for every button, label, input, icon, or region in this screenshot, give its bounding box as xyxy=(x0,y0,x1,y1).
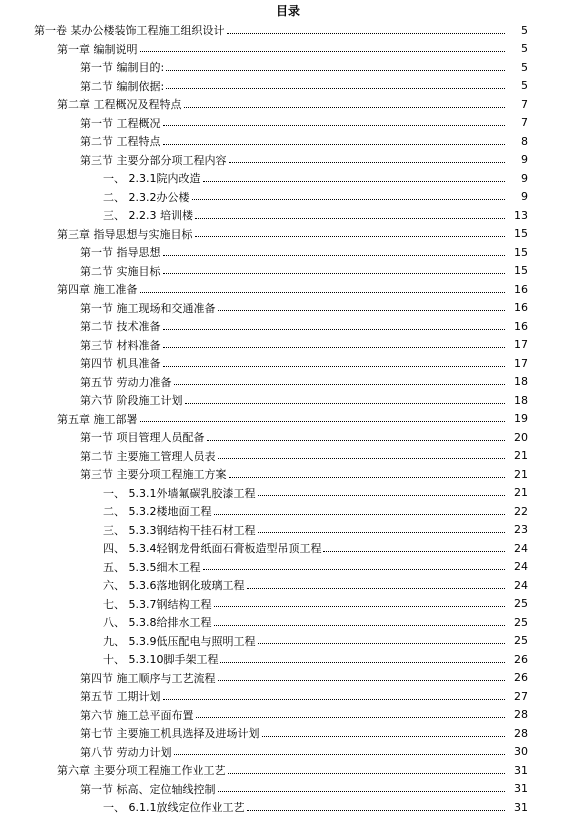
toc-entry[interactable] xyxy=(0,77,576,96)
dot-leader xyxy=(207,440,506,441)
toc-entry[interactable] xyxy=(0,706,576,725)
toc-entry-page-number: 31 xyxy=(514,782,528,796)
dot-leader xyxy=(195,236,506,237)
toc-entry-label: 第六节 施工总平面布置 xyxy=(80,708,194,722)
toc-entry-page-number: 25 xyxy=(514,615,528,629)
toc-entry-label: 第七节 主要施工机具选择及进场计划 xyxy=(80,727,260,741)
dot-leader xyxy=(163,329,506,330)
toc-entry[interactable] xyxy=(0,317,576,336)
toc-entry-label: 第四章 施工准备 xyxy=(57,283,138,297)
dot-leader xyxy=(196,717,506,718)
toc-entry[interactable] xyxy=(0,114,576,133)
toc-entry-label: 一、 5.3.1外墙氟碳乳胶漆工程 xyxy=(103,486,256,500)
dot-leader xyxy=(258,532,506,533)
toc-entry[interactable] xyxy=(0,21,576,40)
toc-entry[interactable] xyxy=(0,262,576,281)
toc-entry-page-number: 31 xyxy=(514,800,528,814)
toc-entry[interactable] xyxy=(0,576,576,595)
toc-entry[interactable] xyxy=(0,687,576,706)
toc-entry-label: 第三节 材料准备 xyxy=(80,338,161,352)
table-of-contents xyxy=(0,21,576,817)
dot-leader xyxy=(214,514,506,515)
toc-entry-label: 第四节 机具准备 xyxy=(80,357,161,371)
dot-leader xyxy=(163,366,506,367)
toc-entry-page-number: 17 xyxy=(514,356,528,370)
toc-entry-page-number: 7 xyxy=(521,116,528,130)
toc-entry[interactable] xyxy=(0,206,576,225)
toc-entry[interactable] xyxy=(0,280,576,299)
toc-entry[interactable] xyxy=(0,225,576,244)
dot-leader xyxy=(163,347,506,348)
toc-entry-label: 第五节 工期计划 xyxy=(80,690,161,704)
dot-leader xyxy=(229,162,506,163)
toc-entry-page-number: 5 xyxy=(521,79,528,93)
dot-leader xyxy=(262,736,506,737)
toc-entry[interactable] xyxy=(0,132,576,151)
toc-entry-page-number: 30 xyxy=(514,745,528,759)
dot-leader xyxy=(140,421,506,422)
toc-entry-label: 第一节 施工现场和交通准备 xyxy=(80,301,216,315)
dot-leader xyxy=(218,458,506,459)
toc-entry-label: 第二章 工程概况及程特点 xyxy=(57,98,182,112)
toc-entry[interactable] xyxy=(0,188,576,207)
toc-entry-page-number: 24 xyxy=(514,578,528,592)
toc-entry-label: 第一节 工程概况 xyxy=(80,116,161,130)
toc-entry-label: 七、 5.3.7钢结构工程 xyxy=(103,597,212,611)
dot-leader xyxy=(247,810,506,811)
toc-entry-page-number: 28 xyxy=(514,708,528,722)
toc-entry-label: 三、 5.3.3钢结构干挂石材工程 xyxy=(103,523,256,537)
toc-entry[interactable] xyxy=(0,521,576,540)
toc-entry-label: 六、 5.3.6落地钢化玻璃工程 xyxy=(103,579,245,593)
toc-entry-page-number: 31 xyxy=(514,763,528,777)
toc-entry-label: 九、 5.3.9低压配电与照明工程 xyxy=(103,634,256,648)
toc-entry-page-number: 18 xyxy=(514,393,528,407)
dot-leader xyxy=(166,88,505,89)
toc-entry-page-number: 15 xyxy=(514,264,528,278)
dot-leader xyxy=(163,699,506,700)
toc-entry-label: 第二节 工程特点 xyxy=(80,135,161,149)
dot-leader xyxy=(140,51,506,52)
toc-entry-label: 八、 5.3.8给排水工程 xyxy=(103,616,212,630)
dot-leader xyxy=(258,495,506,496)
toc-entry-page-number: 9 xyxy=(521,190,528,204)
dot-leader xyxy=(214,606,506,607)
toc-entry-page-number: 8 xyxy=(521,134,528,148)
toc-entry[interactable] xyxy=(0,484,576,503)
toc-entry-label: 第五章 施工部署 xyxy=(57,412,138,426)
toc-entry-page-number: 26 xyxy=(514,671,528,685)
toc-entry[interactable] xyxy=(0,391,576,410)
dot-leader xyxy=(163,273,506,274)
dot-leader xyxy=(163,255,506,256)
toc-entry-page-number: 26 xyxy=(514,652,528,666)
toc-entry-label: 第一章 编制说明 xyxy=(57,42,138,56)
toc-entry-page-number: 5 xyxy=(521,42,528,56)
toc-entry[interactable] xyxy=(0,780,576,799)
toc-entry[interactable] xyxy=(0,539,576,558)
toc-entry-label: 二、 2.3.2办公楼 xyxy=(103,190,190,204)
dot-leader xyxy=(218,791,506,792)
toc-entry-page-number: 21 xyxy=(514,486,528,500)
toc-entry-page-number: 21 xyxy=(514,449,528,463)
toc-entry[interactable] xyxy=(0,354,576,373)
toc-entry[interactable] xyxy=(0,761,576,780)
toc-entry[interactable] xyxy=(0,95,576,114)
dot-leader xyxy=(140,292,506,293)
dot-leader xyxy=(203,569,506,570)
dot-leader xyxy=(229,477,506,478)
toc-entry-label: 第二节 主要施工管理人员表 xyxy=(80,449,216,463)
toc-entry-page-number: 9 xyxy=(521,153,528,167)
toc-entry-label: 第三节 主要分项工程施工方案 xyxy=(80,468,227,482)
toc-entry-label: 五、 5.3.5细木工程 xyxy=(103,560,201,574)
toc-entry-label: 第四节 施工顺序与工艺流程 xyxy=(80,671,216,685)
toc-title: 目录 xyxy=(275,4,300,18)
toc-entry[interactable] xyxy=(0,336,576,355)
toc-entry[interactable] xyxy=(0,40,576,59)
toc-entry[interactable] xyxy=(0,724,576,743)
toc-entry-page-number: 18 xyxy=(514,375,528,389)
toc-entry-page-number: 27 xyxy=(514,689,528,703)
toc-entry[interactable] xyxy=(0,798,576,817)
dot-leader xyxy=(163,125,506,126)
toc-entry-page-number: 24 xyxy=(514,541,528,555)
toc-entry-label: 十、 5.3.10脚手架工程 xyxy=(103,653,219,667)
toc-entry-page-number: 5 xyxy=(521,23,528,37)
toc-entry-page-number: 7 xyxy=(521,97,528,111)
toc-entry[interactable] xyxy=(0,151,576,170)
toc-entry[interactable] xyxy=(0,428,576,447)
toc-entry-label: 一、 2.3.1院内改造 xyxy=(103,172,201,186)
toc-entry[interactable] xyxy=(0,650,576,669)
toc-entry-page-number: 16 xyxy=(514,301,528,315)
toc-entry-page-number: 16 xyxy=(514,282,528,296)
toc-entry-page-number: 5 xyxy=(521,60,528,74)
toc-entry-label: 第二节 实施目标 xyxy=(80,264,161,278)
toc-entry-page-number: 24 xyxy=(514,560,528,574)
toc-entry[interactable] xyxy=(0,169,576,188)
toc-entry-page-number: 13 xyxy=(514,208,528,222)
toc-entry-label: 第三节 主要分部分项工程内容 xyxy=(80,153,227,167)
toc-entry[interactable] xyxy=(0,243,576,262)
dot-leader xyxy=(185,403,506,404)
dot-leader xyxy=(184,107,506,108)
toc-entry-label: 第八节 劳动力计划 xyxy=(80,745,172,759)
dot-leader xyxy=(174,384,506,385)
toc-entry-page-number: 20 xyxy=(514,430,528,444)
toc-entry-page-number: 16 xyxy=(514,319,528,333)
dot-leader xyxy=(218,310,506,311)
dot-leader xyxy=(323,551,505,552)
toc-entry[interactable] xyxy=(0,613,576,632)
dot-leader xyxy=(163,144,506,145)
toc-entry-label: 第六节 阶段施工计划 xyxy=(80,394,183,408)
dot-leader xyxy=(214,625,506,626)
toc-entry-label: 第五节 劳动力准备 xyxy=(80,375,172,389)
toc-entry-page-number: 15 xyxy=(514,245,528,259)
toc-entry[interactable] xyxy=(0,558,576,577)
toc-entry-label: 第二节 编制依据: xyxy=(80,79,165,93)
dot-leader xyxy=(166,70,505,71)
toc-entry[interactable] xyxy=(0,502,576,521)
toc-entry[interactable] xyxy=(0,447,576,466)
toc-entry[interactable] xyxy=(0,595,576,614)
toc-entry[interactable] xyxy=(0,299,576,318)
toc-entry[interactable] xyxy=(0,632,576,651)
toc-entry-label: 第一卷 某办公楼装饰工程施工组织设计 xyxy=(34,24,225,38)
toc-entry-page-number: 23 xyxy=(514,523,528,537)
dot-leader xyxy=(192,199,506,200)
toc-entry-label: 二、 5.3.2楼地面工程 xyxy=(103,505,212,519)
dot-leader xyxy=(174,754,506,755)
toc-entry[interactable] xyxy=(0,410,576,429)
toc-entry-page-number: 21 xyxy=(514,467,528,481)
dot-leader xyxy=(195,218,505,219)
toc-entry-label: 第一节 指导思想 xyxy=(80,246,161,260)
toc-entry[interactable] xyxy=(0,743,576,762)
toc-entry-label: 三、 2.2.3 培训楼 xyxy=(103,209,193,223)
dot-leader xyxy=(258,643,506,644)
toc-entry-label: 第一节 项目管理人员配备 xyxy=(80,431,205,445)
toc-entry-page-number: 22 xyxy=(514,504,528,518)
toc-entry-page-number: 28 xyxy=(514,726,528,740)
toc-entry-label: 第六章 主要分项工程施工作业工艺 xyxy=(57,764,226,778)
toc-entry-label: 第二节 技术准备 xyxy=(80,320,161,334)
dot-leader xyxy=(228,773,506,774)
toc-entry[interactable] xyxy=(0,465,576,484)
toc-entry-page-number: 25 xyxy=(514,597,528,611)
toc-entry-page-number: 9 xyxy=(521,171,528,185)
dot-leader xyxy=(247,588,506,589)
toc-entry-page-number: 15 xyxy=(514,227,528,241)
toc-entry-page-number: 17 xyxy=(514,338,528,352)
toc-entry-label: 第一节 标高、定位轴线控制 xyxy=(80,782,216,796)
toc-entry-page-number: 25 xyxy=(514,634,528,648)
toc-entry-label: 第一节 编制目的: xyxy=(80,61,165,75)
toc-entry[interactable] xyxy=(0,58,576,77)
dot-leader xyxy=(220,662,505,663)
dot-leader xyxy=(218,680,506,681)
toc-entry-page-number: 19 xyxy=(514,412,528,426)
dot-leader xyxy=(227,33,506,34)
toc-entry-label: 第三章 指导思想与实施目标 xyxy=(57,227,193,241)
toc-entry-label: 一、 6.1.1放线定位作业工艺 xyxy=(103,801,245,815)
toc-entry[interactable] xyxy=(0,373,576,392)
dot-leader xyxy=(203,181,506,182)
toc-entry-label: 四、 5.3.4轻钢龙骨纸面石膏板造型吊顶工程 xyxy=(103,542,322,556)
toc-entry[interactable] xyxy=(0,669,576,688)
